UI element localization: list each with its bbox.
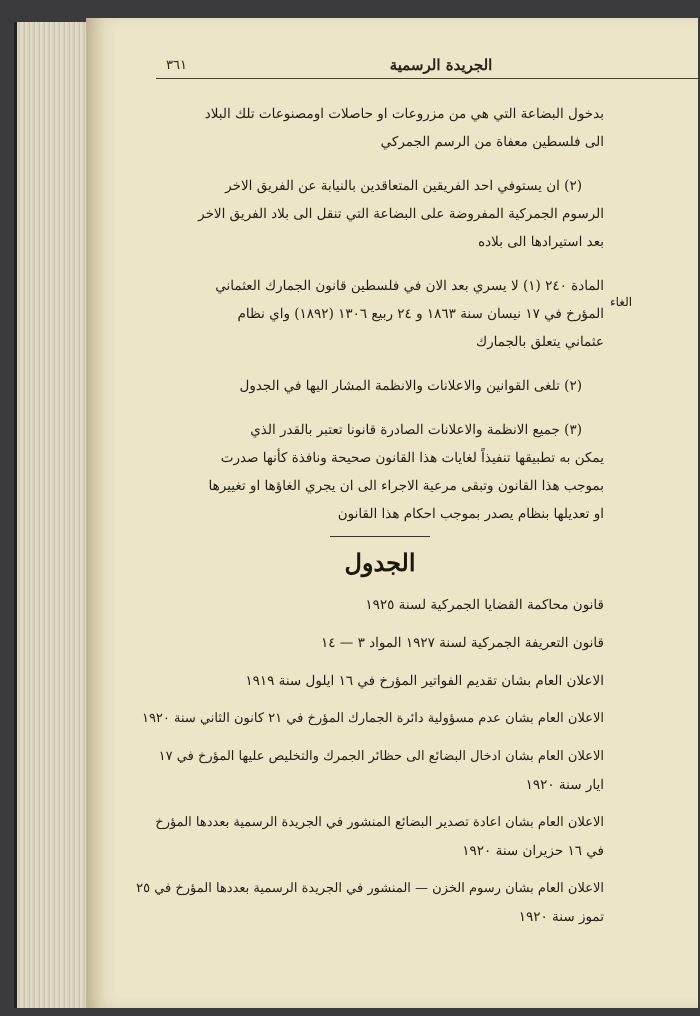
text-line: تموز سنة ١٩٢٠	[518, 909, 604, 925]
book-page-edges	[14, 22, 97, 1008]
paragraph	[156, 172, 604, 256]
list-item	[136, 875, 604, 931]
text-line: يمكن به تطبيقها تنفيذاً لغايات هذا القانون صحيحة ونافذة كأنها صدرت	[220, 450, 604, 466]
text-line: (٢) تلغى القوانين والاعلانات والانظمة المشار اليها في الجدول	[239, 378, 582, 394]
list-item	[156, 809, 604, 865]
text-line: المادة ٢٤٠ (١) لا يسري بعد الان في فلسطين قانون الجمارك العثماني	[215, 278, 604, 294]
text-line: بعد استيرادها الى بلاده	[478, 234, 604, 250]
text-line: بدخول البضاعة التي هي من مزروعات او حاصلات اومصنوعات تلك البلاد	[204, 106, 604, 122]
schedule-heading: الجدول	[344, 548, 416, 577]
text-line: الرسوم الجمركية المفروضة على البضاعة التي تنقل الى بلاد الفريق الاخر	[198, 206, 604, 222]
list-item	[156, 667, 604, 695]
divider	[330, 536, 430, 537]
text-line: بموجب هذا القانون وتبقى مرعية الاجراء الى ان يجري الغاؤها او تغييرها	[208, 478, 604, 494]
text-line: عثماني يتعلق بالجمارك	[476, 334, 604, 350]
paragraph	[156, 272, 604, 356]
text-line: الاعلان العام بشان رسوم الخزن — المنشور في الجريدة الرسمية بعددها المؤرخ في ٢٥	[136, 881, 604, 896]
text-line: الاعلان العام بشان اعادة تصدير البضائع المنشور في الجريدة الرسمية بعددها المؤرخ	[155, 815, 604, 830]
text-line: الاعلان العام بشان ادخال البضائع الى حظائر الجمرك والتخليص عليها المؤرخ في ١٧	[158, 749, 604, 764]
text-line: ايار سنة ١٩٢٠	[525, 777, 604, 793]
page-header	[156, 54, 698, 79]
document-page	[86, 18, 698, 1008]
text-line: قانون التعريفة الجمركية لسنة ١٩٢٧ المواد ٣ — ١٤	[320, 635, 604, 651]
text-line: او تعديلها بنظام يصدر بموجب احكام هذا القانون	[337, 506, 604, 522]
text-line: الى فلسطين معفاة من الرسم الجمركي	[380, 134, 604, 150]
list-item	[156, 743, 604, 799]
text-line: المؤرخ في ١٧ نيسان سنة ١٨٦٣ و ٢٤ ربيع ١٣٠٦ (١٨٩٢) واي نظام	[237, 306, 604, 322]
list-item	[156, 591, 604, 619]
list-item	[141, 705, 604, 733]
text-line: (٣) جميع الانظمة والاعلانات الصادرة قانونا تعتبر بالقدر الذي	[250, 422, 582, 438]
text-line: الاعلان العام بشان عدم مسؤولية دائرة الجمارك المؤرخ في ٢١ كانون الثاني سنة ١٩٢٠	[141, 711, 604, 726]
list-item	[156, 629, 604, 657]
text-line: (٢) ان يستوفي احد الفريقين المتعاقدين بالنيابة عن الفريق الاخر	[225, 178, 582, 194]
text-line: قانون محاكمة القضايا الجمركية لسنة ١٩٢٥	[365, 597, 604, 613]
page-title: الجريدة الرسمية	[389, 56, 493, 74]
paragraph	[156, 372, 604, 400]
body-text	[136, 100, 604, 941]
text-line: الاعلان العام بشان تقديم الفواتير المؤرخ في ١٦ ايلول سنة ١٩١٩	[245, 673, 604, 689]
page-number: ٣٦١	[166, 58, 187, 73]
text-line: في ١٦ حزيران سنة ١٩٢٠	[462, 843, 604, 859]
paragraph	[156, 100, 604, 156]
paragraph	[156, 416, 604, 528]
marginal-note: الغاء	[610, 295, 633, 309]
